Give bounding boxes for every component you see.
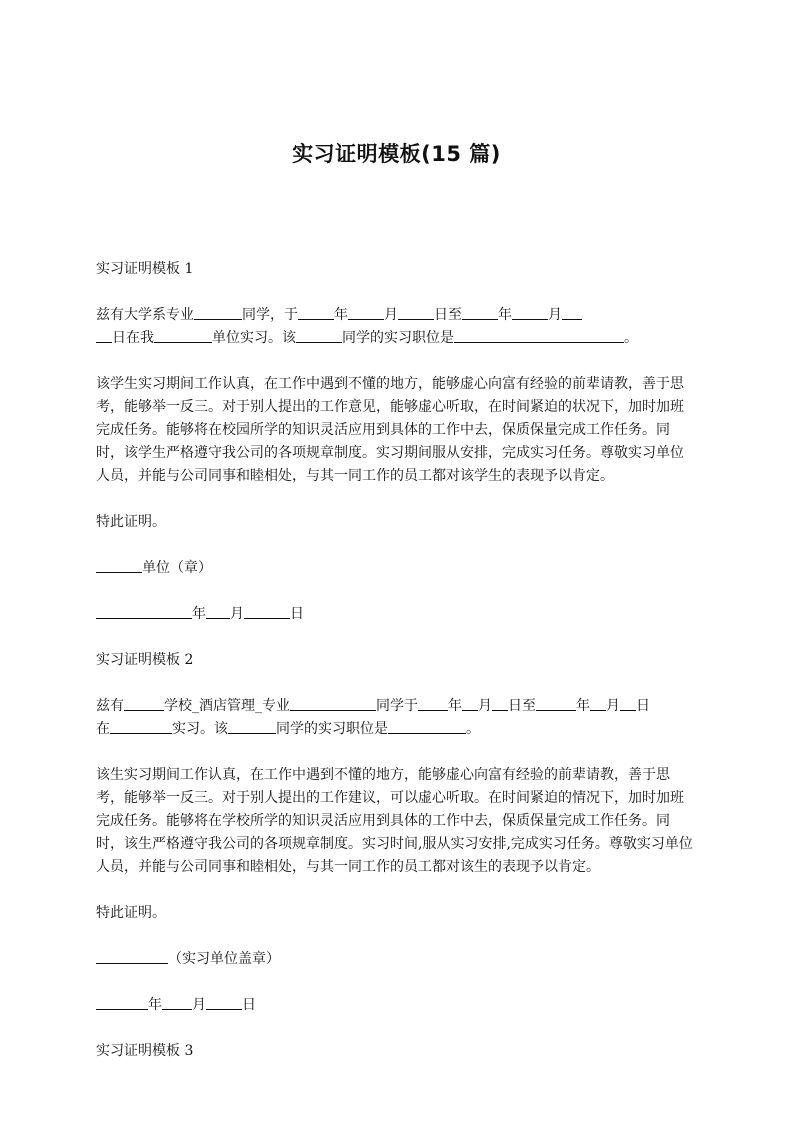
blank-line [206,603,230,619]
fill-text: 同学的实习职位是 [342,330,454,346]
section-heading-1: 实习证明模板 1 [96,261,194,277]
fill-text: 年 [576,698,590,714]
blank-line [154,327,212,343]
blank-line [228,718,276,734]
fill-text: 在 [96,721,110,737]
blank-line [162,994,192,1010]
date-year: 年 [148,997,162,1013]
blank-line [462,304,498,320]
seal-text: 单位（章） [142,560,212,576]
fill-paragraph-2 [96,695,696,741]
fill-text: 月 [478,698,492,714]
fill-text: 。 [624,330,638,346]
fill-text: 。 [466,721,480,737]
blank-line [244,603,290,619]
fill-text: 同学，于 [242,307,298,323]
blank-line [398,304,434,320]
blank-line [96,948,168,964]
blank-line [562,304,582,320]
date-day: 日 [290,606,304,622]
date-day: 日 [242,997,256,1013]
fill-text: 月 [606,698,620,714]
seal-line-2 [96,948,696,971]
blank-line [96,603,192,619]
fill-text: 兹有 [96,698,124,714]
blank-line [388,718,466,734]
blank-line [512,304,548,320]
blank-line [590,695,606,711]
blank-line [620,695,636,711]
fill-text: 兹有大学系专业 [96,307,194,323]
body-paragraph-2: 该生实习期间工作认真，在工作中遇到不懂的地方，能够虚心向富有经验的前辈请教，善于思考，能够举一反三。对于别人提出的工作建议，可以虚心听取。在时间紧迫的情况下，加时加班完成任务。能够将在学校所学的知识灵活应用到具体的工作中去，保质保量完成工作任务。同时，该生严格遵守我公司的各项规章制度。实习时间,服从实习安排,完成实习任务。尊敬实习单位人员，并能与公司同事和睦相处，与其一同工作的员工都对该生的表现予以肯定。 [96,767,693,875]
section-heading-2: 实习证明模板 2 [96,652,194,668]
blank-line [536,695,576,711]
fill-paragraph-1 [96,304,696,350]
fill-text: 日至 [434,307,462,323]
fill-text: 日在我 [112,330,154,346]
closing-2: 特此证明。 [96,905,166,921]
fill-text: 月 [548,307,562,323]
blank-line [492,695,508,711]
blank-line [110,718,172,734]
document-title: 实习证明模板(15 篇) [292,142,501,166]
blank-line [124,695,164,711]
blank-line [290,695,376,711]
blank-line [96,994,148,1010]
body-paragraph-1: 该学生实习期间工作认真，在工作中遇到不懂的地方，能够虚心向富有经验的前辈请教，善于思考，能够举一反三。对于别人提出的工作意见，能够虚心听取，在时间紧迫的状况下，加时加班完成任务。能够将在校园所学的知识灵活应用到具体的工作中去，保质保量完成工作任务。同时，该学生严格遵守我公司的各项规章制度。实习期间服从安排，完成实习任务。尊敬实习单位人员，并能与公司同事和睦相处，与其一同工作的员工都对该学生的表现予以肯定。 [96,376,684,484]
fill-text: 月 [384,307,398,323]
fill-text: 同学于 [376,698,418,714]
section-heading-3: 实习证明模板 3 [96,1043,194,1059]
blank-line [298,304,334,320]
fill-text: 单位实习。该 [212,330,296,346]
blank-line [462,695,478,711]
blank-line [454,327,624,343]
closing-1: 特此证明。 [96,514,166,530]
blank-line [418,695,448,711]
fill-text: 学校_酒店管理_专业 [164,698,290,714]
seal-line-1 [96,557,696,580]
date-year: 年 [192,606,206,622]
seal-text: （实习单位盖章） [168,951,280,967]
blank-line [206,994,242,1010]
fill-text: 年 [498,307,512,323]
fill-text: 年 [334,307,348,323]
blank-line [194,304,242,320]
blank-line [348,304,384,320]
blank-line [296,327,342,343]
blank-line [96,557,142,573]
date-month: 月 [230,606,244,622]
date-line-1 [96,603,696,626]
fill-text: 日 [636,698,650,714]
fill-text: 年 [448,698,462,714]
blank-line [96,327,112,343]
fill-text: 同学的实习职位是 [276,721,388,737]
document-content [96,258,696,1086]
fill-text: 日至 [508,698,536,714]
fill-text: 实习。该 [172,721,228,737]
date-month: 月 [192,997,206,1013]
date-line-2 [96,994,696,1017]
